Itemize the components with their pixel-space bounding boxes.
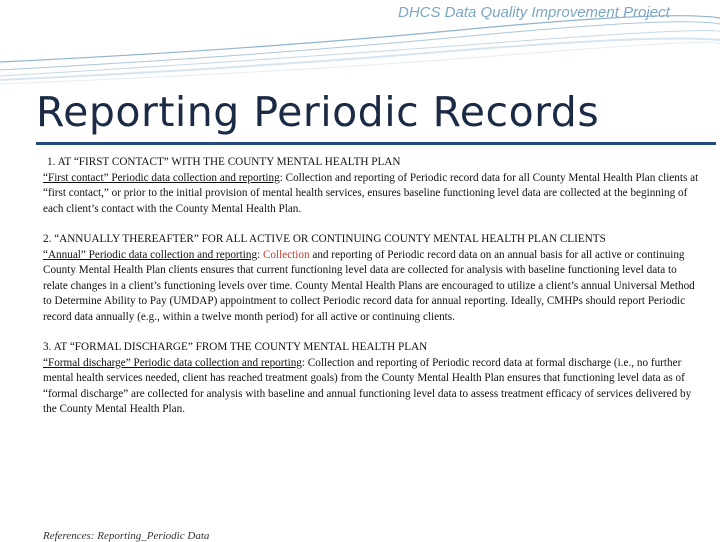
section-body: : Collection and reporting of Periodic record data for all County Mental Health Plan clients at “first contact,” or prior to the initial provision of mental health services, ensures baseline functioning level data are collected at the beginning of each client’s contact with the County Mental Health Plan. bbox=[43, 171, 699, 215]
section-highlight: Collection bbox=[262, 248, 310, 261]
project-title: DHCS Data Quality Improvement Project bbox=[398, 4, 670, 21]
section-formal-discharge bbox=[43, 340, 699, 418]
section-heading: 3. AT “FORMAL DISCHARGE” FROM THE COUNTY MENTAL HEALTH PLAN bbox=[43, 341, 428, 353]
section-first-contact bbox=[43, 155, 699, 217]
section-term: “Formal discharge” Periodic data collection and reporting bbox=[43, 356, 302, 369]
section-heading: 2. “ANNUALLY THEREAFTER” FOR ALL ACTIVE OR CONTINUING COUNTY MENTAL HEALTH PLAN CLIENTS bbox=[43, 233, 606, 245]
references-footer: References: Reporting_Periodic Data bbox=[43, 530, 210, 542]
section-term: “Annual” Periodic data collection and reporting bbox=[43, 248, 258, 261]
slide-title: Reporting Periodic Records bbox=[36, 88, 600, 136]
section-body: : Collection and reporting of Periodic record data at formal discharge (i.e., no further mental health services needed, client has reached treatment goals) from the County Mental Health Plan ensures that functioning level data as of “formal discharge” are collected for analysis with baseline and annual functioning level data to assess treatment efficacy of services delivered by the County Mental Health Plan. bbox=[43, 356, 692, 415]
section-paragraph bbox=[43, 171, 699, 218]
section-heading: 1. AT “FIRST CONTACT” WITH THE COUNTY MENTAL HEALTH PLAN bbox=[47, 156, 401, 168]
section-paragraph bbox=[43, 248, 699, 326]
section-body: and reporting of Periodic record data on an annual basis for all active or continuing County Mental Health Plan clients ensures that current functioning level data are collected for analysis with baseline functioning level data to relate changes in a client’s functioning levels over time. County Mental Health Plans are encouraged to utilize a client’s annual Universal Method to Determine Ability to Pay (UMDAP) appointment to collect Periodic record data for annual reporting. Ideally, CMHPs should report Periodic record data annually (e.g., within a twelve month period) for all active or continuing clients. bbox=[43, 248, 695, 323]
section-annually-thereafter bbox=[43, 232, 699, 325]
section-paragraph bbox=[43, 356, 699, 418]
slide-content bbox=[43, 155, 699, 433]
title-underline bbox=[36, 142, 716, 145]
section-lead: : bbox=[257, 248, 263, 261]
section-term: “First contact” Periodic data collection and reporting bbox=[43, 171, 280, 184]
